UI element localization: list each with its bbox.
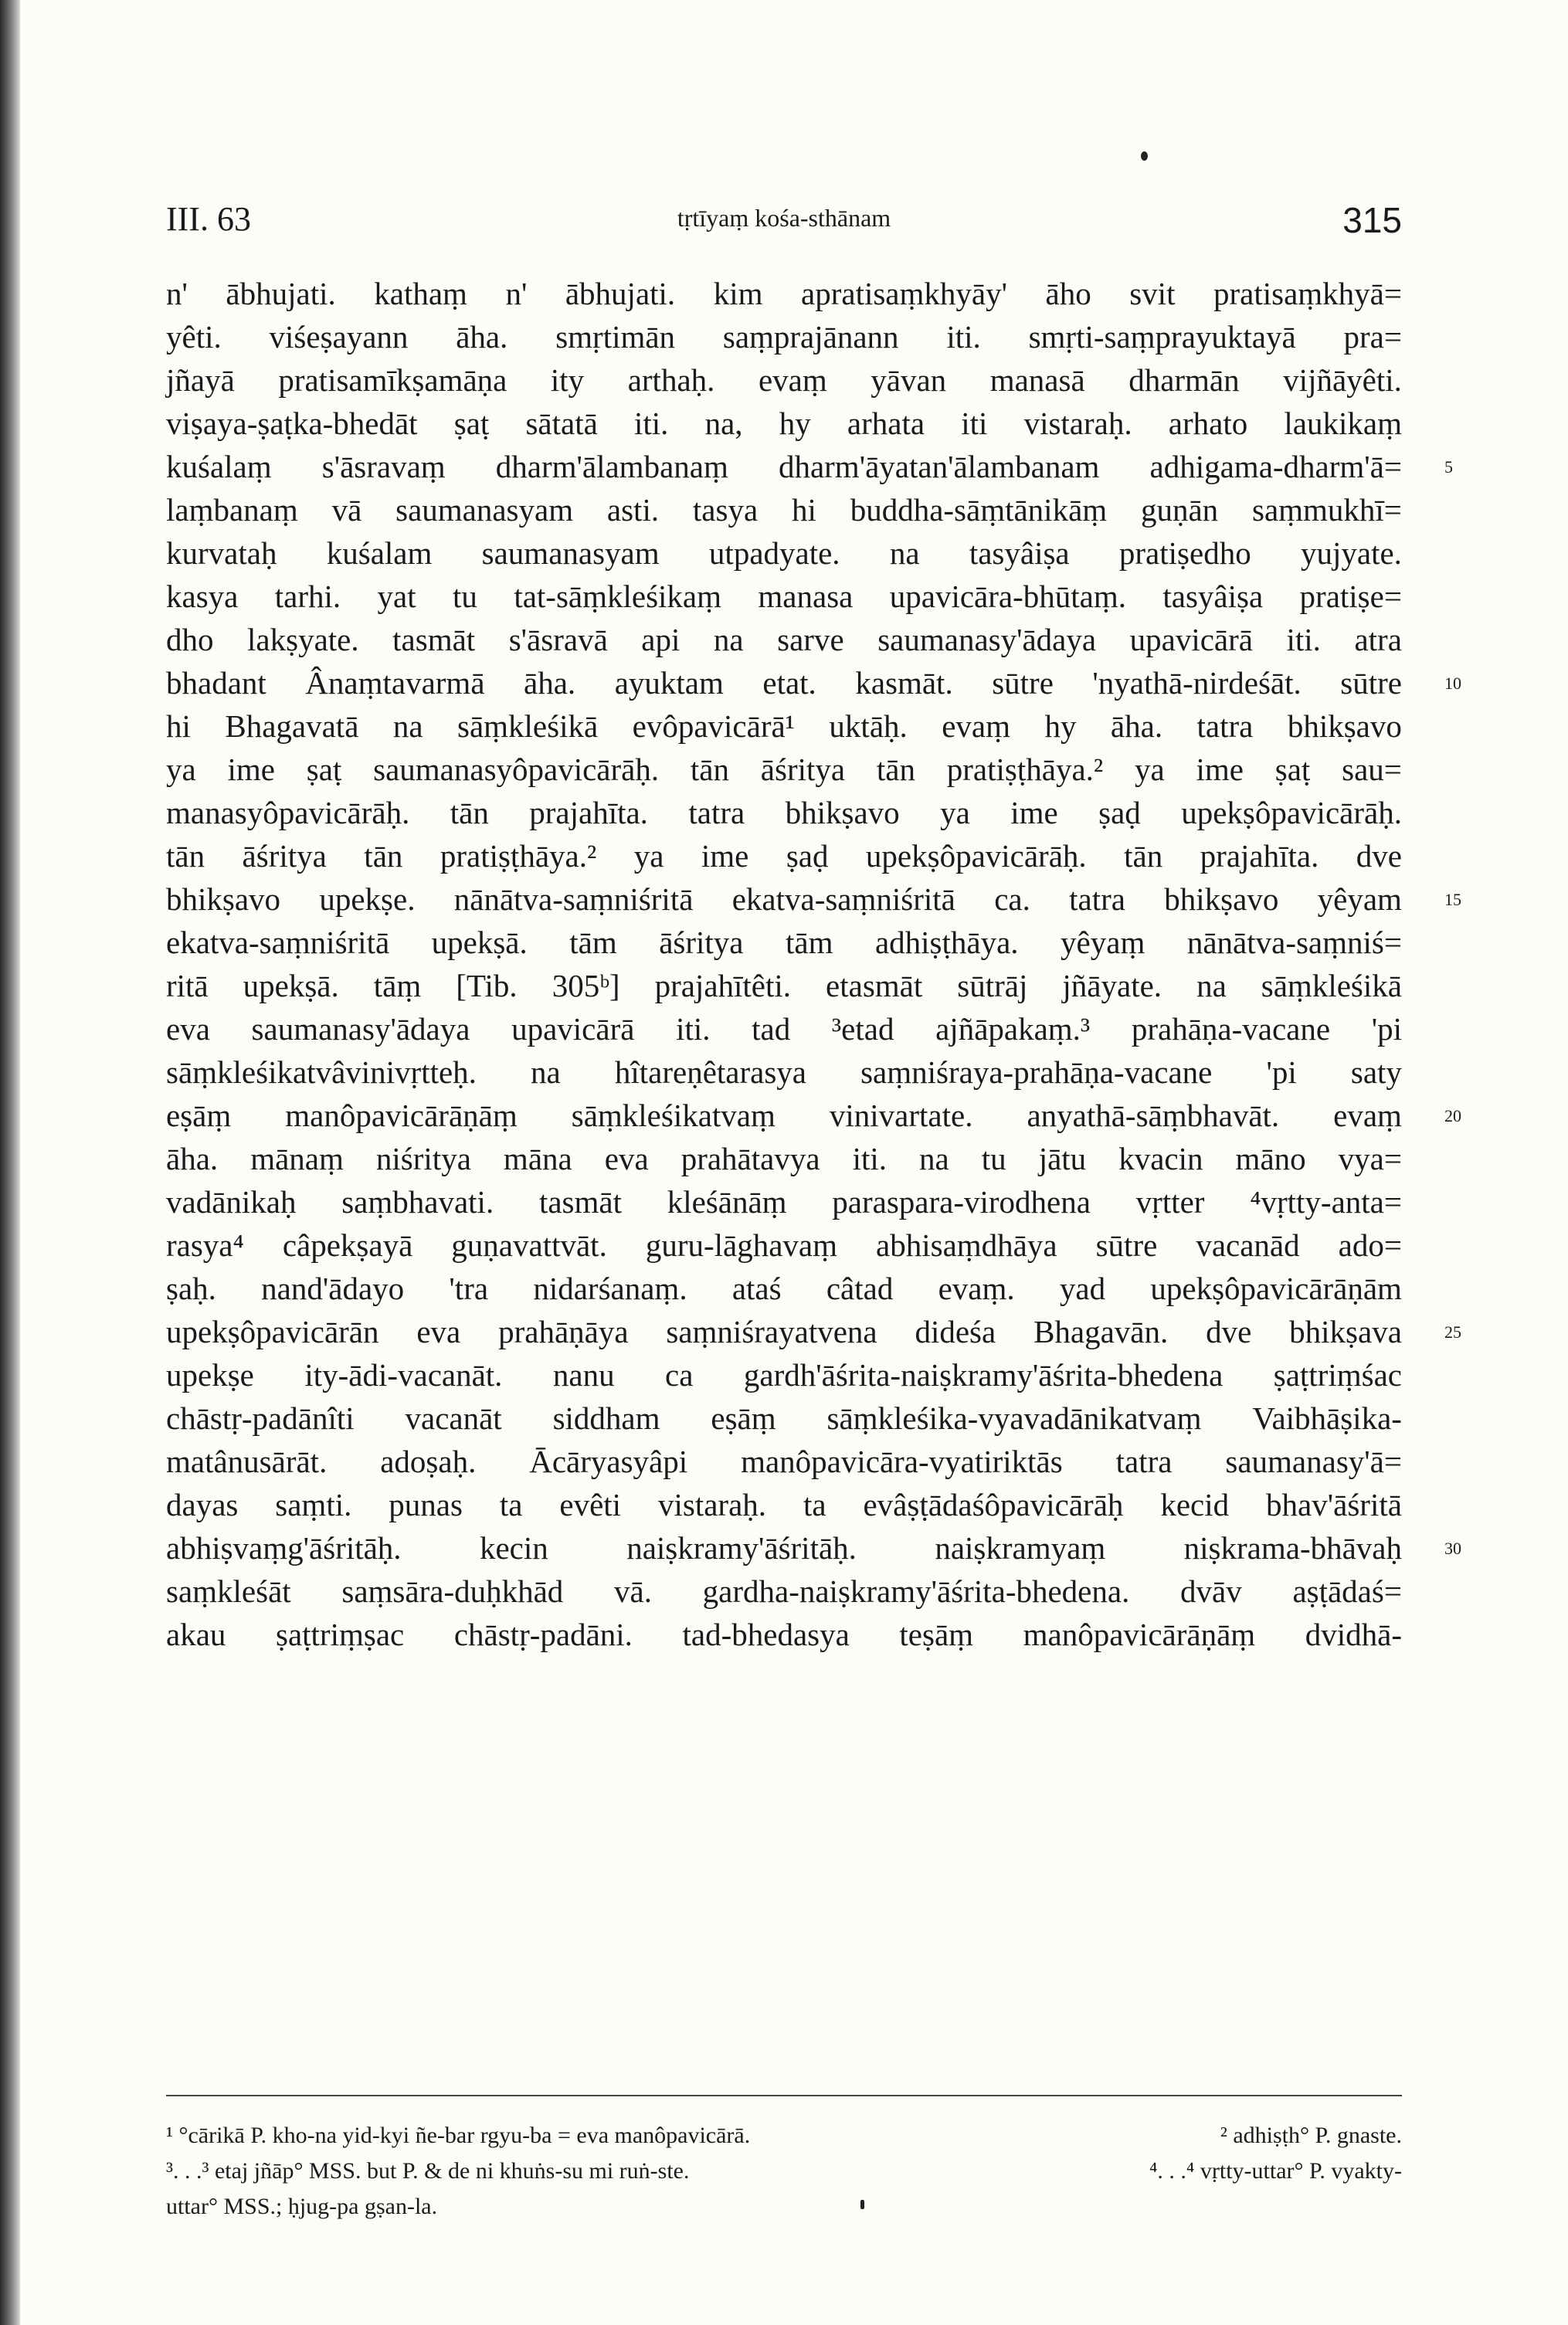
text-line: āha. mānaṃ niśritya māna eva prahātavya iti. na tu jātu kvacin māno vya=: [166, 1141, 1402, 1176]
text-line: vadānikaḥ saṃbhavati. tasmāt kleśānāṃ paraspara-virodhena vṛtter ⁴vṛtty-anta=: [166, 1184, 1402, 1220]
text-line: eva saumanasy'ādaya upavicārā iti. tad ³etad ajñāpakaṃ.³ prahāṇa-vacane 'pi: [166, 1011, 1402, 1047]
text-line: kasya tarhi. yat tu tat-sāṃkleśikaṃ manasa upavicāra-bhūtaṃ. tasyâiṣa pratiṣe=: [166, 579, 1402, 614]
footnote-line: [166, 2189, 1402, 2225]
text-line: viṣaya-ṣaṭka-bhedāt ṣaṭ sātatā iti. na, hy arhata iti vistaraḥ. arhato laukikaṃ: [166, 406, 1402, 441]
text-line: hi Bhagavatā na sāṃkleśikā evôpavicārā¹ uktāḥ. evaṃ hy āha. tatra bhikṣavo: [166, 708, 1402, 744]
text-line: rasya⁴ câpekṣayā guṇavattvāt. guru-lāghavaṃ abhisaṃdhāya sūtre vacanād ado=: [166, 1227, 1402, 1263]
running-title: tṛtīyaṃ kośa-sthānam: [677, 204, 891, 232]
text-line: n' ābhujati. kathaṃ n' ābhujati. kim apratisaṃkhyāy' āho svit pratisaṃkhyā=: [166, 276, 1402, 311]
margin-line-number: 15: [1444, 890, 1461, 909]
section-reference: III. 63: [166, 200, 251, 238]
text-line: upekṣôpavicārān eva prahāṇāya saṃniśrayatvena dideśa Bhagavān. dve bhikṣava: [166, 1314, 1402, 1349]
text-line: kuśalaṃ s'āsravaṃ dharm'ālambanaṃ dharm'āyatan'ālambanam adhigama-dharm'ā=: [166, 449, 1402, 484]
margin-line-number: 20: [1444, 1106, 1461, 1125]
footnote: ⁴. . .⁴ vṛtty-uttar° P. vyakty-: [1149, 2158, 1402, 2184]
footnote-line: [166, 2118, 1402, 2154]
footnote: ³. . .³ etaj jñāp° MSS. but P. & de ni khuṅs-su mi ruṅ-ste.: [166, 2158, 690, 2184]
text-line: ritā upekṣā. tāṃ [Tib. 305ᵇ] prajahītêti. etasmāt sūtrāj jñāyate. na sāṃkleśikā: [166, 968, 1402, 1003]
footnote-rule: [166, 2095, 1402, 2096]
ink-speck: [1141, 151, 1148, 161]
text-line: bhadant Ânaṃtavarmā āha. ayuktam etat. kasmāt. sūtre 'nyathā-nirdeśāt. sūtre: [166, 665, 1402, 701]
text-line: laṃbanaṃ vā saumanasyam asti. tasya hi buddha-sāṃtānikāṃ guṇān saṃmukhī=: [166, 492, 1402, 528]
text-line: saṃkleśāt saṃsāra-duḥkhād vā. gardha-naiṣkramy'āśrita-bhedena. dvāv aṣṭādaś=: [166, 1573, 1402, 1609]
text-line: upekṣe ity-ādi-vacanāt. nanu ca gardh'āśrita-naiṣkramy'āśrita-bhedena ṣaṭtriṃśac: [166, 1357, 1402, 1393]
text-line: ṣaḥ. nand'ādayo 'tra nidarśanaṃ. ataś câtad evaṃ. yad upekṣôpavicārāṇām: [166, 1271, 1402, 1306]
text-line: sāṃkleśikatvâvinivṛtteḥ. na hîtareṇêtarasya saṃniśraya-prahāṇa-vacane 'pi saty: [166, 1054, 1402, 1090]
book-binding-edge: [0, 0, 20, 2325]
footnote: ² adhiṣṭh° P. gnaste.: [1220, 2123, 1402, 2148]
text-line: jñayā pratisamīkṣamāṇa ity arthaḥ. evaṃ yāvan manasā dharmān vijñāyêti.: [166, 362, 1402, 398]
text-line: chāstṛ-padānîti vacanāt siddham eṣāṃ sāṃkleśika-vyavadānikatvaṃ Vaibhāṣika-: [166, 1400, 1402, 1436]
main-text: [166, 272, 1402, 1656]
margin-line-number: 25: [1444, 1322, 1461, 1342]
text-line: kurvataḥ kuśalam saumanasyam utpadyate. na tasyâiṣa pratiṣedho yujyate.: [166, 535, 1402, 571]
text-line: ya ime ṣaṭ saumanasyôpavicārāḥ. tān āśritya tān pratiṣṭhāya.² ya ime ṣaṭ sau=: [166, 752, 1402, 787]
margin-line-number: 5: [1444, 457, 1453, 477]
text-line: abhiṣvaṃg'āśritāḥ. kecin naiṣkramy'āśritāḥ. naiṣkramyaṃ niṣkrama-bhāvaḥ: [166, 1530, 1402, 1566]
footnote: ¹ °cārikā P. kho-na yid-kyi ñe-bar rgyu-ba = eva manôpavicārā.: [166, 2123, 751, 2148]
page-header: [166, 199, 1402, 253]
text-line: ekatva-saṃniśritā upekṣā. tām āśritya tām adhiṣṭhāya. yêyaṃ nānātva-saṃniś=: [166, 925, 1402, 960]
text-line: yêti. viśeṣayann āha. smṛtimān saṃprajānann iti. smṛti-saṃprayuktayā pra=: [166, 319, 1402, 355]
text-line: dho lakṣyate. tasmāt s'āsravā api na sarve saumanasy'ādaya upavicārā iti. atra: [166, 622, 1402, 657]
page-number: 315: [1342, 200, 1402, 240]
margin-line-number: 10: [1444, 674, 1461, 693]
text-line: matânusārāt. adoṣaḥ. Ācāryasyâpi manôpavicāra-vyatiriktās tatra saumanasy'ā=: [166, 1444, 1402, 1479]
margin-line-number: 30: [1444, 1539, 1461, 1558]
text-line: eṣāṃ manôpavicārāṇāṃ sāṃkleśikatvaṃ vinivartate. anyathā-sāṃbhavāt. evaṃ: [166, 1098, 1402, 1133]
footnote: uttar° MSS.; ḥjug-pa gṣan-la.: [166, 2194, 438, 2219]
text-line: akau ṣaṭtriṃṣac chāstṛ-padāni. tad-bhedasya teṣāṃ manôpavicārāṇāṃ dvidhā-: [166, 1617, 1402, 1652]
footnotes: [166, 2118, 1402, 2225]
text-line: tān āśritya tān pratiṣṭhāya.² ya ime ṣaḍ upekṣôpavicārāḥ. tān prajahīta. dve: [166, 838, 1402, 874]
text-line: dayas saṃti. punas ta evêti vistaraḥ. ta evâṣṭādaśôpavicārāḥ kecid bhav'āśritā: [166, 1487, 1402, 1522]
text-line: bhikṣavo upekṣe. nānātva-saṃniśritā ekatva-saṃniśritā ca. tatra bhikṣavo yêyam: [166, 881, 1402, 917]
footnote-line: [166, 2154, 1402, 2189]
text-line: manasyôpavicārāḥ. tān prajahīta. tatra bhikṣavo ya ime ṣaḍ upekṣôpavicārāḥ.: [166, 795, 1402, 830]
